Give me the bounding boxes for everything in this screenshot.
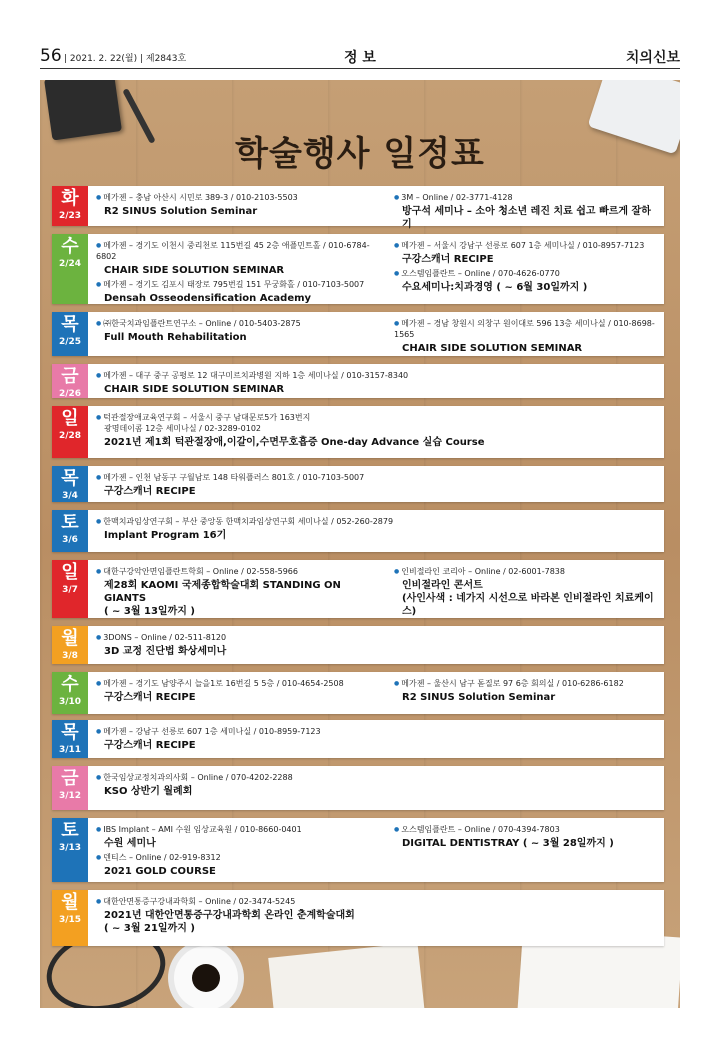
schedule-row xyxy=(52,626,664,664)
event-column-right xyxy=(394,678,660,706)
event-organizer-info: ● IBS Implant – AMI 수원 임상교육원 / 010-8660-0401 xyxy=(96,824,386,835)
date-label: 3/7 xyxy=(62,585,78,595)
event-organizer-info: ● 한국임상교정치과의사회 – Online / 070-4202-2288 xyxy=(96,772,656,783)
event-organizer-info-2: 광명데이콤 12층 세미나실 / 02-3289-0102 xyxy=(104,424,261,433)
event-organizer-info: ● 대한구강악안면임플란트학회 – Online / 02-558-5966 xyxy=(96,566,386,577)
event-item xyxy=(96,279,386,305)
date-label: 3/6 xyxy=(62,535,78,545)
event-name-2: ( ~ 3월 13일까지 ) xyxy=(104,606,195,617)
event-column-left xyxy=(96,678,386,706)
event-column-right xyxy=(394,318,660,357)
event-column-left xyxy=(96,896,656,937)
weekday-label: 목 xyxy=(61,722,79,743)
schedule-row xyxy=(52,234,664,304)
event-organizer-info: ● 메가젠 – 충남 아산시 시민로 389-3 / 010-2103-5503 xyxy=(96,192,386,203)
event-column-right xyxy=(394,192,660,233)
schedule-row xyxy=(52,364,664,398)
event-item xyxy=(96,240,386,277)
event-column-left xyxy=(96,370,656,398)
schedule-row xyxy=(52,312,664,356)
date-label: 2/23 xyxy=(58,211,82,221)
event-item xyxy=(394,824,660,850)
event-name: CHAIR SIDE SOLUTION SEMINAR xyxy=(104,265,285,276)
event-name: Full Mouth Rehabilitation xyxy=(104,332,247,343)
schedule-row xyxy=(52,890,664,946)
issue-date: | 2021. 2. 22(월) | 제2843호 xyxy=(64,54,187,64)
event-organizer-info: ● 인비절라인 코리아 – Online / 02-6001-7838 xyxy=(394,566,660,577)
event-item xyxy=(96,852,386,878)
event-organizer-info: ● 덴티스 – Online / 02-919-8312 xyxy=(96,852,386,863)
date-label: 3/11 xyxy=(58,745,82,755)
day-badge xyxy=(52,312,88,356)
event-column-right xyxy=(394,240,660,296)
event-name: KSO 상반기 월례회 xyxy=(104,786,193,797)
date-label: 3/13 xyxy=(58,843,82,853)
event-name: DIGITAL DENTISTRAY ( ~ 3월 28일까지 ) xyxy=(402,838,614,849)
weekday-label: 화 xyxy=(61,188,79,209)
event-item xyxy=(96,370,656,396)
event-name-2: ( ~ 3월 21일까지 ) xyxy=(104,923,195,934)
event-organizer-info: ● 메가젠 – 대구 중구 공평로 12 대구미르치과병원 지하 1층 세미나실 / 010-3157-8340 xyxy=(96,370,656,381)
event-name: 3D 교정 진단법 화상세미나 xyxy=(104,646,227,657)
event-organizer-info: ● 메가젠 – 강남구 선릉로 607 1층 세미나실 / 010-8959-7123 xyxy=(96,726,656,737)
event-item xyxy=(96,566,386,618)
weekday-label: 목 xyxy=(61,314,79,335)
event-name: 구강스캐너 RECIPE xyxy=(104,692,196,703)
coffee-image xyxy=(192,964,220,992)
event-organizer-info: ● 한맥치과임상연구회 – 부산 중앙동 한맥치과임상연구회 세미나실 / 052-260-2879 xyxy=(96,516,656,527)
date-label: 2/24 xyxy=(58,259,82,269)
event-item xyxy=(394,268,660,294)
weekday-label: 수 xyxy=(61,236,79,257)
event-item xyxy=(96,516,656,542)
event-item xyxy=(96,678,386,704)
event-name: CHAIR SIDE SOLUTION SEMINAR xyxy=(104,384,285,395)
event-item xyxy=(394,566,660,618)
weekday-label: 금 xyxy=(61,366,79,387)
date-label: 3/4 xyxy=(62,491,78,501)
event-organizer-info: ● 3DONS – Online / 02-511-8120 xyxy=(96,632,656,643)
section-title: 정 보 xyxy=(344,50,376,66)
day-badge xyxy=(52,560,88,618)
event-column-left xyxy=(96,412,656,451)
weekday-label: 일 xyxy=(61,408,79,429)
calendar-paper-image xyxy=(268,942,426,1008)
weekday-label: 목 xyxy=(61,468,79,489)
event-name: Densah Osseodensification Academy xyxy=(104,293,312,304)
schedule-row xyxy=(52,766,664,810)
event-organizer-info: ● 메가젠 – 인천 남동구 구월남로 148 타워플러스 801호 / 010-7103-5007 xyxy=(96,472,656,483)
weekday-label: 월 xyxy=(61,628,79,649)
date-label: 3/12 xyxy=(58,791,82,801)
schedule-row xyxy=(52,186,664,230)
date-label: 3/8 xyxy=(62,651,78,661)
event-name: CHAIR SIDE SOLUTION SEMINAR xyxy=(402,343,583,354)
page-header xyxy=(40,44,680,69)
event-column-left xyxy=(96,318,386,346)
day-badge xyxy=(52,234,88,304)
event-item xyxy=(96,772,656,798)
event-name: Implant Program 16기 xyxy=(104,530,227,541)
event-column-left xyxy=(96,824,386,880)
event-name: R2 SINUS Solution Seminar xyxy=(104,206,258,217)
event-item xyxy=(96,896,656,935)
event-name: 2021년 대한안면통증구강내과학회 온라인 춘계학술대회 xyxy=(104,910,355,921)
event-organizer-info: ● 턱관절장애교육연구회 – 서울시 중구 남대문로5가 163번지 xyxy=(96,412,656,423)
day-badge xyxy=(52,626,88,664)
event-column-left xyxy=(96,772,656,800)
day-badge xyxy=(52,720,88,758)
event-column-left xyxy=(96,192,386,220)
weekday-label: 금 xyxy=(61,768,79,789)
date-label: 3/15 xyxy=(58,915,82,925)
event-organizer-info: ● 대한안면통증구강내과학회 – Online / 02-3474-5245 xyxy=(96,896,656,907)
date-label: 3/10 xyxy=(58,697,82,707)
event-column-right xyxy=(394,566,660,620)
event-name: 2021년 제1회 턱관절장애,이갈이,수면무호흡증 One-day Advance 실습 Course xyxy=(104,437,485,448)
event-item xyxy=(394,318,660,355)
event-item xyxy=(96,412,656,449)
date-label: 2/26 xyxy=(58,389,82,399)
schedule-row xyxy=(52,560,664,618)
event-item xyxy=(96,824,386,850)
schedule-row xyxy=(52,818,664,882)
event-item xyxy=(96,192,386,218)
day-badge xyxy=(52,406,88,458)
event-name: 구강스캐너 RECIPE xyxy=(104,740,196,751)
event-name: 수원 세미나 xyxy=(104,838,156,849)
day-badge xyxy=(52,818,88,882)
event-item xyxy=(394,240,660,266)
weekday-label: 수 xyxy=(61,674,79,695)
event-column-left xyxy=(96,632,656,660)
event-item xyxy=(96,726,656,752)
weekday-label: 토 xyxy=(61,512,79,533)
event-name: R2 SINUS Solution Seminar xyxy=(402,692,556,703)
event-name: 구강스캐너 RECIPE xyxy=(104,486,196,497)
event-organizer-info: ● 오스템임플란트 – Online / 070-4626-0770 xyxy=(394,268,660,279)
schedule-row xyxy=(52,720,664,758)
event-column-right xyxy=(394,824,660,852)
event-item xyxy=(394,192,660,231)
schedule-board xyxy=(40,80,680,1008)
weekday-label: 토 xyxy=(61,820,79,841)
event-organizer-info: ● 3M – Online / 02-3771-4128 xyxy=(394,192,660,203)
paper-name: 치의신보 xyxy=(625,50,680,66)
event-item xyxy=(96,318,386,344)
event-column-left xyxy=(96,516,656,544)
event-name: 구강스캐너 RECIPE xyxy=(402,254,494,265)
event-organizer-info: ● 메가젠 – 울산시 남구 돋질로 97 6층 회의실 / 010-6286-6182 xyxy=(394,678,660,689)
event-column-left xyxy=(96,472,656,500)
day-badge xyxy=(52,186,88,226)
day-badge xyxy=(52,510,88,552)
weekday-label: 월 xyxy=(61,892,79,913)
weekday-label: 일 xyxy=(61,562,79,583)
event-name: 2021 GOLD COURSE xyxy=(104,866,216,877)
event-organizer-info: ● 메가젠 – 경남 창원시 의창구 원이대로 596 13층 세미나실 / 010-8698-1565 xyxy=(394,318,660,340)
schedule-row xyxy=(52,466,664,502)
event-organizer-info: ● 메가젠 – 경기도 김포시 태장로 795번길 151 무궁화홀 / 010-7103-5007 xyxy=(96,279,386,290)
event-column-left xyxy=(96,566,386,620)
day-badge xyxy=(52,766,88,810)
event-organizer-info: ● 메가젠 – 경기도 이천시 중리천로 115번길 45 2층 애플민트홀 / 010-6784-6802 xyxy=(96,240,386,262)
event-organizer-info: ● ㈜한국치과임플란트연구소 – Online / 010-5403-2875 xyxy=(96,318,386,329)
date-label: 2/25 xyxy=(58,337,82,347)
event-column-left xyxy=(96,726,656,754)
schedule-row xyxy=(52,406,664,458)
event-name-2: (사인사색 : 네가지 시선으로 바라본 인비절라인 치료케이스) xyxy=(402,593,654,617)
schedule-row xyxy=(52,672,664,714)
day-badge xyxy=(52,672,88,714)
event-item xyxy=(394,678,660,704)
event-item xyxy=(96,632,656,658)
event-organizer-info: ● 오스템임플란트 – Online / 070-4394-7803 xyxy=(394,824,660,835)
event-name: 수요세미나:치과경영 ( ~ 6월 30일까지 ) xyxy=(402,282,588,293)
event-name: 인비절라인 콘서트 xyxy=(402,580,483,591)
event-organizer-info: ● 메가젠 – 경기도 남양주시 늘을1로 16번길 5 5층 / 010-4654-2508 xyxy=(96,678,386,689)
event-organizer-info: ● 메가젠 – 서울시 강남구 선릉로 607 1층 세미나실 / 010-8957-7123 xyxy=(394,240,660,251)
schedule-row xyxy=(52,510,664,552)
event-name: 방구석 세미나 – 소아 청소년 레진 치료 쉽고 빠르게 잘하기 xyxy=(402,206,651,230)
day-badge xyxy=(52,364,88,398)
day-badge xyxy=(52,466,88,502)
page-number: 56 xyxy=(40,46,62,66)
event-name: 제28회 KAOMI 국제종합학술대회 STANDING ON GIANTS xyxy=(104,580,341,604)
date-label: 2/28 xyxy=(58,431,82,441)
event-item xyxy=(96,472,656,498)
event-column-left xyxy=(96,240,386,307)
page-title: 학술행사 일정표 xyxy=(235,134,485,174)
day-badge xyxy=(52,890,88,946)
